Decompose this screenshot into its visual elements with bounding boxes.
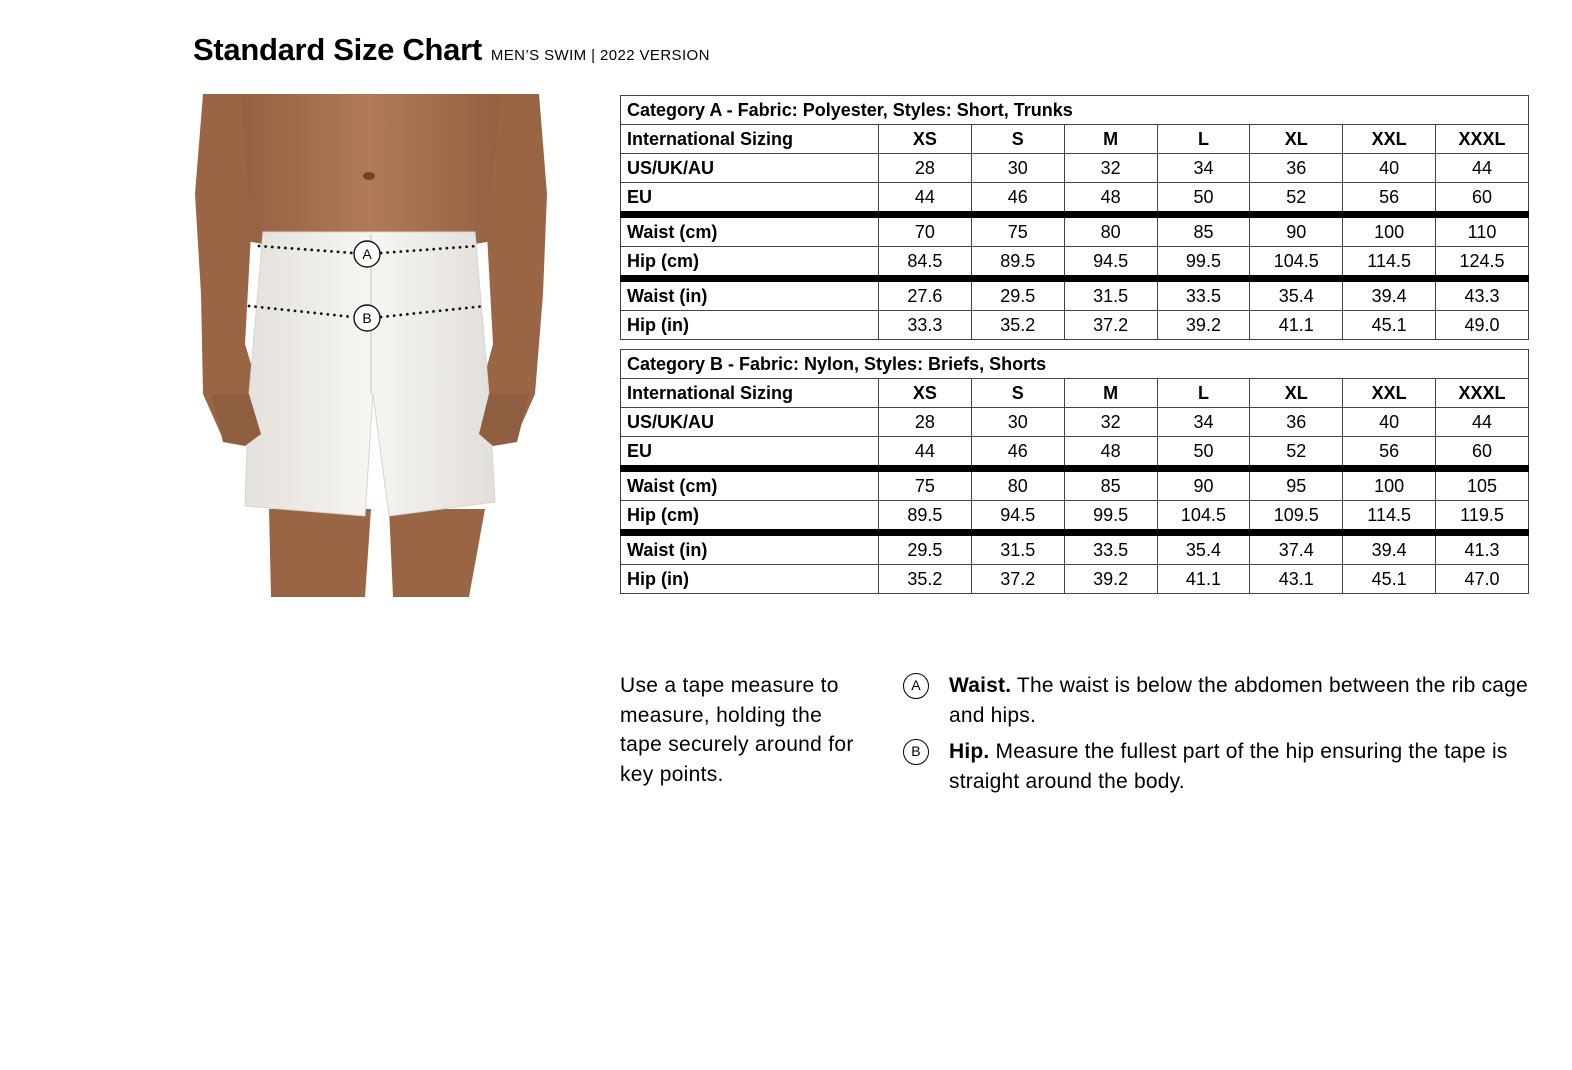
value-cell: 39.2 — [1064, 565, 1157, 594]
value-cell: 80 — [1064, 215, 1157, 247]
table-row — [621, 279, 1529, 311]
size-header-cell: S — [971, 125, 1064, 154]
value-cell: 104.5 — [1250, 247, 1343, 279]
value-cell: 45.1 — [1343, 311, 1436, 340]
note-term: Hip. — [949, 740, 990, 763]
value-cell: 44 — [1436, 154, 1529, 183]
value-cell: 84.5 — [879, 247, 972, 279]
value-cell: 43.3 — [1436, 279, 1529, 311]
category-a-table — [620, 95, 1529, 340]
value-cell: 85 — [1064, 469, 1157, 501]
value-cell: 32 — [1064, 154, 1157, 183]
size-header-cell: L — [1157, 125, 1250, 154]
value-cell: 104.5 — [1157, 501, 1250, 533]
value-cell: 90 — [1250, 215, 1343, 247]
value-cell: 110 — [1436, 215, 1529, 247]
value-cell: 35.4 — [1250, 279, 1343, 311]
size-header-cell: M — [1064, 379, 1157, 408]
waist-marker-label: A — [362, 246, 372, 262]
value-cell: 89.5 — [879, 501, 972, 533]
left-leg-shape — [269, 509, 371, 597]
row-label: EU — [621, 437, 879, 469]
value-cell: 39.2 — [1157, 311, 1250, 340]
value-cell: 37.2 — [971, 565, 1064, 594]
value-cell: 80 — [971, 469, 1064, 501]
value-cell: 56 — [1343, 183, 1436, 215]
size-header-cell: M — [1064, 125, 1157, 154]
row-label: International Sizing — [621, 125, 879, 154]
table-row — [621, 379, 1529, 408]
value-cell: 36 — [1250, 154, 1343, 183]
value-cell: 119.5 — [1436, 501, 1529, 533]
value-cell: 37.2 — [1064, 311, 1157, 340]
row-label: Waist (cm) — [621, 215, 879, 247]
shorts-shape — [245, 232, 495, 516]
value-cell: 35.2 — [879, 565, 972, 594]
row-label: EU — [621, 183, 879, 215]
value-cell: 47.0 — [1436, 565, 1529, 594]
value-cell: 50 — [1157, 183, 1250, 215]
value-cell: 100 — [1343, 469, 1436, 501]
note-marker-b: B — [903, 739, 929, 765]
value-cell: 56 — [1343, 437, 1436, 469]
size-header-cell: XL — [1250, 125, 1343, 154]
note-text: The waist is below the abdomen between the rib cage and hips. — [949, 674, 1528, 727]
value-cell: 94.5 — [971, 501, 1064, 533]
size-header-cell: XXL — [1343, 379, 1436, 408]
value-cell: 95 — [1250, 469, 1343, 501]
value-cell: 75 — [971, 215, 1064, 247]
value-cell: 43.1 — [1250, 565, 1343, 594]
value-cell: 49.0 — [1436, 311, 1529, 340]
value-cell: 40 — [1343, 408, 1436, 437]
value-cell: 60 — [1436, 437, 1529, 469]
value-cell: 29.5 — [971, 279, 1064, 311]
page-header — [193, 32, 710, 68]
value-cell: 37.4 — [1250, 533, 1343, 565]
value-cell: 44 — [1436, 408, 1529, 437]
measurement-notes — [903, 671, 1533, 803]
model-figure-illustration — [193, 94, 549, 597]
value-cell: 99.5 — [1157, 247, 1250, 279]
value-cell: 33.3 — [879, 311, 972, 340]
value-cell: 27.6 — [879, 279, 972, 311]
value-cell: 94.5 — [1064, 247, 1157, 279]
value-cell: 60 — [1436, 183, 1529, 215]
size-header-cell: XXXL — [1436, 125, 1529, 154]
value-cell: 33.5 — [1157, 279, 1250, 311]
row-label: Hip (in) — [621, 565, 879, 594]
category-b-table — [620, 349, 1529, 594]
note-waist — [903, 671, 1533, 730]
value-cell: 41.3 — [1436, 533, 1529, 565]
table-row — [621, 501, 1529, 533]
value-cell: 31.5 — [971, 533, 1064, 565]
value-cell: 105 — [1436, 469, 1529, 501]
value-cell: 44 — [879, 437, 972, 469]
row-label: US/UK/AU — [621, 408, 879, 437]
value-cell: 41.1 — [1157, 565, 1250, 594]
size-header-cell: L — [1157, 379, 1250, 408]
row-label: Waist (in) — [621, 279, 879, 311]
value-cell: 99.5 — [1064, 501, 1157, 533]
value-cell: 39.4 — [1343, 279, 1436, 311]
table-row — [621, 408, 1529, 437]
value-cell: 31.5 — [1064, 279, 1157, 311]
table-row — [621, 437, 1529, 469]
value-cell: 40 — [1343, 154, 1436, 183]
table-row — [621, 247, 1529, 279]
value-cell: 33.5 — [1064, 533, 1157, 565]
value-cell: 32 — [1064, 408, 1157, 437]
value-cell: 124.5 — [1436, 247, 1529, 279]
value-cell: 70 — [879, 215, 972, 247]
value-cell: 48 — [1064, 183, 1157, 215]
row-label: Waist (cm) — [621, 469, 879, 501]
page-title: Standard Size Chart — [193, 32, 482, 67]
measure-instructions: Use a tape measure to measure, holding the tape securely around for key points. — [620, 674, 854, 786]
value-cell: 50 — [1157, 437, 1250, 469]
row-label: Hip (cm) — [621, 501, 879, 533]
category-b-title: Category B - Fabric: Nylon, Styles: Briefs, Shorts — [621, 350, 1529, 379]
value-cell: 28 — [879, 408, 972, 437]
value-cell: 90 — [1157, 469, 1250, 501]
category-a-title: Category A - Fabric: Polyester, Styles: Short, Trunks — [621, 96, 1529, 125]
value-cell: 109.5 — [1250, 501, 1343, 533]
table-row — [621, 215, 1529, 247]
size-header-cell: XS — [879, 125, 972, 154]
right-leg-shape — [389, 509, 485, 597]
value-cell: 28 — [879, 154, 972, 183]
note-hip — [903, 737, 1533, 796]
value-cell: 39.4 — [1343, 533, 1436, 565]
value-cell: 36 — [1250, 408, 1343, 437]
value-cell: 41.1 — [1250, 311, 1343, 340]
value-cell: 34 — [1157, 408, 1250, 437]
table-row — [621, 311, 1529, 340]
value-cell: 75 — [879, 469, 972, 501]
value-cell: 85 — [1157, 215, 1250, 247]
value-cell: 48 — [1064, 437, 1157, 469]
value-cell: 45.1 — [1343, 565, 1436, 594]
note-text: Measure the fullest part of the hip ensuring the tape is straight around the body. — [949, 740, 1508, 793]
value-cell: 29.5 — [879, 533, 972, 565]
value-cell: 35.4 — [1157, 533, 1250, 565]
table-row — [621, 183, 1529, 215]
size-tables — [620, 95, 1529, 603]
table-row — [621, 469, 1529, 501]
value-cell: 30 — [971, 408, 1064, 437]
value-cell: 52 — [1250, 437, 1343, 469]
row-label: Hip (in) — [621, 311, 879, 340]
note-term: Waist. — [949, 674, 1012, 697]
hip-marker-label: B — [362, 310, 372, 326]
row-label: International Sizing — [621, 379, 879, 408]
value-cell: 114.5 — [1343, 501, 1436, 533]
value-cell: 46 — [971, 183, 1064, 215]
size-header-cell: XXL — [1343, 125, 1436, 154]
table-row — [621, 533, 1529, 565]
value-cell: 34 — [1157, 154, 1250, 183]
size-header-cell: XXXL — [1436, 379, 1529, 408]
size-header-cell: XS — [879, 379, 972, 408]
size-header-cell: S — [971, 379, 1064, 408]
value-cell: 30 — [971, 154, 1064, 183]
row-label: US/UK/AU — [621, 154, 879, 183]
value-cell: 89.5 — [971, 247, 1064, 279]
row-label: Hip (cm) — [621, 247, 879, 279]
value-cell: 44 — [879, 183, 972, 215]
navel-shape — [363, 172, 375, 180]
value-cell: 114.5 — [1343, 247, 1436, 279]
table-row — [621, 565, 1529, 594]
table-row — [621, 154, 1529, 183]
row-label: Waist (in) — [621, 533, 879, 565]
value-cell: 100 — [1343, 215, 1436, 247]
table-row — [621, 125, 1529, 154]
note-marker-a: A — [903, 673, 929, 699]
value-cell: 52 — [1250, 183, 1343, 215]
size-header-cell: XL — [1250, 379, 1343, 408]
value-cell: 46 — [971, 437, 1064, 469]
page-subtitle: MEN’S SWIM | 2022 VERSION — [490, 47, 710, 64]
value-cell: 35.2 — [971, 311, 1064, 340]
